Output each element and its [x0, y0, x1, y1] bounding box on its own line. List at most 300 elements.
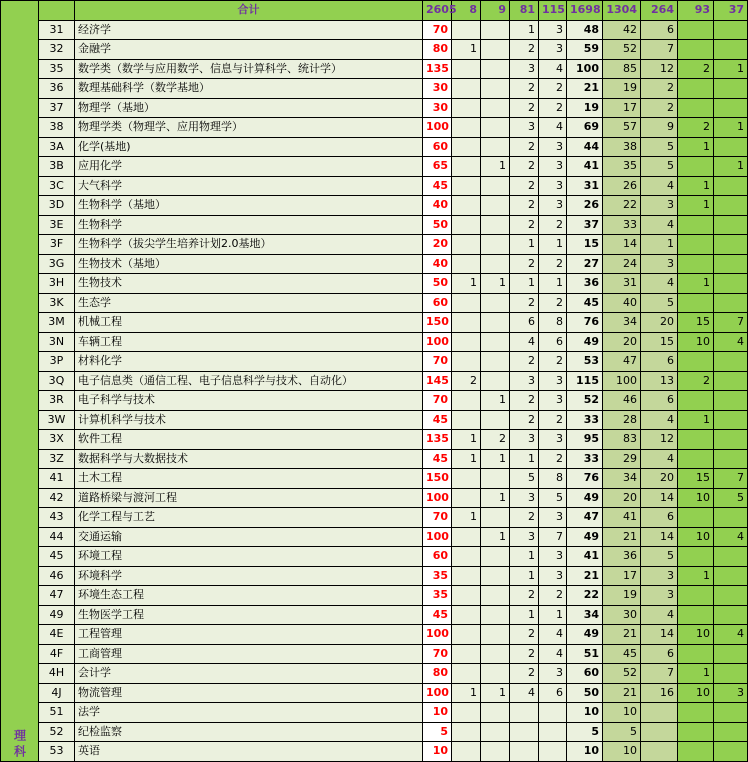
count-cell: 2: [539, 79, 567, 99]
count-cell: 47: [603, 352, 641, 372]
count-cell: [481, 371, 510, 391]
count-cell: [452, 352, 481, 372]
count-cell: [452, 625, 481, 645]
count-cell: 3: [539, 40, 567, 60]
count-cell: 6: [641, 508, 678, 528]
major-code: 51: [39, 703, 75, 723]
header-col: 8: [452, 1, 481, 21]
table-row: [1, 410, 748, 430]
count-cell: 6: [641, 391, 678, 411]
count-cell: 15: [678, 313, 714, 333]
plan-total: 70: [423, 20, 452, 40]
count-cell: 4: [641, 605, 678, 625]
count-cell: [481, 118, 510, 138]
count-cell: 6: [641, 352, 678, 372]
subtotal-cell: 115: [567, 371, 603, 391]
count-cell: [481, 508, 510, 528]
count-cell: 14: [641, 625, 678, 645]
count-cell: [714, 703, 748, 723]
count-cell: 24: [603, 254, 641, 274]
major-code: 35: [39, 59, 75, 79]
count-cell: 2: [481, 430, 510, 450]
count-cell: [452, 644, 481, 664]
count-cell: [452, 313, 481, 333]
count-cell: [714, 547, 748, 567]
count-cell: 1: [678, 410, 714, 430]
count-cell: 28: [603, 410, 641, 430]
count-cell: [714, 98, 748, 118]
count-cell: [452, 566, 481, 586]
count-cell: [452, 137, 481, 157]
count-cell: [510, 722, 539, 742]
count-cell: 1: [510, 547, 539, 567]
count-cell: 2: [510, 215, 539, 235]
count-cell: 2: [510, 196, 539, 216]
count-cell: 2: [539, 410, 567, 430]
count-cell: [678, 508, 714, 528]
count-cell: 1: [481, 683, 510, 703]
subtotal-cell: 37: [567, 215, 603, 235]
count-cell: 8: [539, 313, 567, 333]
count-cell: 2: [510, 625, 539, 645]
count-cell: [452, 118, 481, 138]
count-cell: [452, 547, 481, 567]
count-cell: 10: [678, 527, 714, 547]
count-cell: 3: [539, 157, 567, 177]
count-cell: [481, 254, 510, 274]
count-cell: [452, 79, 481, 99]
table-row: [1, 332, 748, 352]
major-name: 生物科学（基地）: [75, 196, 423, 216]
count-cell: 2: [539, 449, 567, 469]
major-name: 物流管理: [75, 683, 423, 703]
count-cell: [641, 703, 678, 723]
count-cell: [714, 449, 748, 469]
count-cell: [481, 215, 510, 235]
count-cell: 3: [641, 196, 678, 216]
count-cell: 10: [678, 332, 714, 352]
count-cell: 9: [641, 118, 678, 138]
count-cell: 3: [539, 664, 567, 684]
count-cell: [481, 547, 510, 567]
plan-total: 40: [423, 254, 452, 274]
count-cell: [481, 40, 510, 60]
count-cell: 2: [510, 508, 539, 528]
header-total: 2605: [423, 1, 452, 21]
count-cell: 3: [539, 176, 567, 196]
major-code: 3X: [39, 430, 75, 450]
count-cell: 26: [603, 176, 641, 196]
major-name: 物理学（基地）: [75, 98, 423, 118]
count-cell: [678, 644, 714, 664]
count-cell: 13: [641, 371, 678, 391]
count-cell: [641, 722, 678, 742]
count-cell: 16: [641, 683, 678, 703]
count-cell: [714, 410, 748, 430]
count-cell: [714, 391, 748, 411]
count-cell: 52: [603, 664, 641, 684]
count-cell: 8: [539, 469, 567, 489]
subtotal-cell: 31: [567, 176, 603, 196]
plan-total: 65: [423, 157, 452, 177]
count-cell: [678, 293, 714, 313]
plan-total: 45: [423, 410, 452, 430]
subtotal-cell: 10: [567, 703, 603, 723]
subtotal-cell: 33: [567, 410, 603, 430]
count-cell: [714, 20, 748, 40]
count-cell: 1: [510, 235, 539, 255]
count-cell: [714, 605, 748, 625]
count-cell: [641, 742, 678, 762]
major-code: 47: [39, 586, 75, 606]
major-name: 纪检监察: [75, 722, 423, 742]
header-col: 1304: [603, 1, 641, 21]
plan-total: 100: [423, 527, 452, 547]
count-cell: [481, 703, 510, 723]
count-cell: [481, 137, 510, 157]
count-cell: [678, 547, 714, 567]
count-cell: [510, 703, 539, 723]
count-cell: 5: [714, 488, 748, 508]
subtotal-cell: 76: [567, 469, 603, 489]
count-cell: [678, 742, 714, 762]
count-cell: 4: [510, 332, 539, 352]
count-cell: [714, 566, 748, 586]
count-cell: 6: [641, 20, 678, 40]
major-code: 32: [39, 40, 75, 60]
plan-total: 100: [423, 683, 452, 703]
major-code: 3Z: [39, 449, 75, 469]
plan-total: 100: [423, 488, 452, 508]
plan-total: 70: [423, 352, 452, 372]
count-cell: [452, 20, 481, 40]
plan-total: 35: [423, 566, 452, 586]
count-cell: [714, 196, 748, 216]
count-cell: [678, 586, 714, 606]
table-row: [1, 98, 748, 118]
table-row: [1, 137, 748, 157]
table-row: [1, 313, 748, 333]
count-cell: 3: [539, 566, 567, 586]
major-code: 3N: [39, 332, 75, 352]
major-code: 49: [39, 605, 75, 625]
table-row: [1, 664, 748, 684]
count-cell: 5: [641, 137, 678, 157]
table-row: [1, 40, 748, 60]
major-name: 土木工程: [75, 469, 423, 489]
count-cell: 7: [641, 40, 678, 60]
count-cell: [714, 40, 748, 60]
subtotal-cell: 51: [567, 644, 603, 664]
major-name: 生物科学: [75, 215, 423, 235]
count-cell: 1: [510, 566, 539, 586]
count-cell: [481, 20, 510, 40]
major-name: 生物技术: [75, 274, 423, 294]
count-cell: 2: [510, 157, 539, 177]
count-cell: 2: [539, 98, 567, 118]
count-cell: 10: [603, 703, 641, 723]
major-code: 3G: [39, 254, 75, 274]
subtotal-cell: 22: [567, 586, 603, 606]
major-name: 生物技术（基地）: [75, 254, 423, 274]
count-cell: 1: [714, 157, 748, 177]
count-cell: [452, 98, 481, 118]
count-cell: 42: [603, 20, 641, 40]
header-col: 9: [481, 1, 510, 21]
count-cell: 1: [510, 20, 539, 40]
count-cell: 10: [603, 742, 641, 762]
count-cell: 5: [641, 293, 678, 313]
header-label: 合计: [75, 1, 423, 21]
plan-total: 30: [423, 79, 452, 99]
count-cell: [539, 722, 567, 742]
count-cell: [678, 703, 714, 723]
plan-total: 135: [423, 430, 452, 450]
table-row: [1, 254, 748, 274]
count-cell: [678, 430, 714, 450]
category-cell: 理科: [1, 1, 39, 762]
count-cell: 3: [539, 20, 567, 40]
major-code: 44: [39, 527, 75, 547]
plan-total: 50: [423, 215, 452, 235]
count-cell: [452, 488, 481, 508]
header-col: 81: [510, 1, 539, 21]
count-cell: [678, 391, 714, 411]
count-cell: 3: [539, 371, 567, 391]
count-cell: [714, 664, 748, 684]
count-cell: 3: [510, 59, 539, 79]
table-row: [1, 118, 748, 138]
subtotal-cell: 36: [567, 274, 603, 294]
major-code: 3A: [39, 137, 75, 157]
subtotal-cell: 21: [567, 566, 603, 586]
count-cell: 2: [510, 586, 539, 606]
major-name: 材料化学: [75, 352, 423, 372]
table-row: [1, 742, 748, 762]
plan-total: 100: [423, 332, 452, 352]
count-cell: 5: [539, 488, 567, 508]
count-cell: 1: [678, 137, 714, 157]
count-cell: 34: [603, 313, 641, 333]
major-code: 4H: [39, 664, 75, 684]
count-cell: 57: [603, 118, 641, 138]
count-cell: 10: [678, 683, 714, 703]
header-row: [1, 1, 748, 21]
count-cell: 1: [481, 488, 510, 508]
count-cell: 1: [539, 235, 567, 255]
count-cell: 2: [539, 254, 567, 274]
count-cell: [481, 59, 510, 79]
count-cell: [678, 40, 714, 60]
count-cell: 2: [510, 98, 539, 118]
count-cell: [510, 742, 539, 762]
count-cell: 6: [641, 644, 678, 664]
plan-total: 45: [423, 176, 452, 196]
major-name: 计算机科学与技术: [75, 410, 423, 430]
plan-total: 80: [423, 40, 452, 60]
major-name: 物理学类（物理学、应用物理学）: [75, 118, 423, 138]
count-cell: 1: [714, 118, 748, 138]
count-cell: 10: [678, 488, 714, 508]
count-cell: 2: [641, 79, 678, 99]
count-cell: 2: [641, 98, 678, 118]
count-cell: [481, 410, 510, 430]
count-cell: [452, 196, 481, 216]
plan-total: 20: [423, 235, 452, 255]
count-cell: [481, 293, 510, 313]
plan-total: 145: [423, 371, 452, 391]
count-cell: 2: [510, 79, 539, 99]
count-cell: [452, 742, 481, 762]
count-cell: 1: [678, 664, 714, 684]
count-cell: 2: [539, 586, 567, 606]
count-cell: 46: [603, 391, 641, 411]
table-row: [1, 449, 748, 469]
count-cell: 1: [452, 508, 481, 528]
count-cell: 1: [678, 196, 714, 216]
count-cell: 3: [539, 508, 567, 528]
count-cell: 34: [603, 469, 641, 489]
plan-total: 80: [423, 664, 452, 684]
count-cell: 21: [603, 683, 641, 703]
count-cell: [452, 391, 481, 411]
count-cell: 3: [641, 566, 678, 586]
plan-total: 45: [423, 449, 452, 469]
major-code: 3C: [39, 176, 75, 196]
count-cell: 14: [641, 488, 678, 508]
count-cell: [452, 254, 481, 274]
major-name: 生物医学工程: [75, 605, 423, 625]
count-cell: [714, 274, 748, 294]
count-cell: 2: [539, 215, 567, 235]
count-cell: 12: [641, 59, 678, 79]
count-cell: [714, 254, 748, 274]
count-cell: 3: [539, 430, 567, 450]
table-row: [1, 586, 748, 606]
count-cell: 1: [678, 566, 714, 586]
count-cell: 15: [678, 469, 714, 489]
count-cell: 85: [603, 59, 641, 79]
count-cell: 2: [678, 118, 714, 138]
count-cell: [714, 79, 748, 99]
major-code: 45: [39, 547, 75, 567]
major-name: 环境生态工程: [75, 586, 423, 606]
subtotal-cell: 100: [567, 59, 603, 79]
count-cell: [678, 254, 714, 274]
count-cell: 4: [714, 625, 748, 645]
count-cell: 30: [603, 605, 641, 625]
count-cell: 3: [510, 371, 539, 391]
count-cell: [481, 469, 510, 489]
count-cell: 33: [603, 215, 641, 235]
count-cell: [452, 586, 481, 606]
count-cell: 12: [641, 430, 678, 450]
subtotal-cell: 27: [567, 254, 603, 274]
major-code: 4E: [39, 625, 75, 645]
count-cell: [714, 352, 748, 372]
table-row: [1, 196, 748, 216]
major-name: 化学工程与工艺: [75, 508, 423, 528]
plan-total: 5: [423, 722, 452, 742]
count-cell: 4: [641, 410, 678, 430]
table-row: [1, 274, 748, 294]
subtotal-cell: 41: [567, 157, 603, 177]
count-cell: 3: [539, 391, 567, 411]
count-cell: [714, 215, 748, 235]
count-cell: [452, 59, 481, 79]
count-cell: 17: [603, 98, 641, 118]
major-code: 3F: [39, 235, 75, 255]
major-name: 电子信息类（通信工程、电子信息科学与技术、自动化）: [75, 371, 423, 391]
table-row: [1, 703, 748, 723]
count-cell: [452, 527, 481, 547]
count-cell: [678, 215, 714, 235]
count-cell: 41: [603, 508, 641, 528]
count-cell: 21: [603, 625, 641, 645]
count-cell: [481, 196, 510, 216]
count-cell: 1: [510, 605, 539, 625]
plan-total: 100: [423, 118, 452, 138]
table-row: [1, 59, 748, 79]
count-cell: [678, 352, 714, 372]
count-cell: 7: [714, 469, 748, 489]
table-row: [1, 430, 748, 450]
plan-total: 100: [423, 625, 452, 645]
table-row: [1, 293, 748, 313]
subtotal-cell: 21: [567, 79, 603, 99]
count-cell: 6: [539, 683, 567, 703]
subtotal-cell: 26: [567, 196, 603, 216]
count-cell: 15: [641, 332, 678, 352]
major-code: 46: [39, 566, 75, 586]
count-cell: [678, 98, 714, 118]
major-code: 31: [39, 20, 75, 40]
count-cell: [678, 157, 714, 177]
count-cell: 4: [539, 644, 567, 664]
table-row: [1, 566, 748, 586]
count-cell: 3: [641, 586, 678, 606]
count-cell: [481, 566, 510, 586]
count-cell: [452, 293, 481, 313]
count-cell: 1: [510, 449, 539, 469]
major-code: 3W: [39, 410, 75, 430]
count-cell: [452, 235, 481, 255]
count-cell: [714, 586, 748, 606]
major-code: 4F: [39, 644, 75, 664]
major-name: 机械工程: [75, 313, 423, 333]
plan-total: 10: [423, 703, 452, 723]
count-cell: 20: [641, 469, 678, 489]
table-row: [1, 235, 748, 255]
subtotal-cell: 49: [567, 332, 603, 352]
count-cell: 2: [510, 293, 539, 313]
major-name: 生物科学（拔尖学生培养计划2.0基地）: [75, 235, 423, 255]
count-cell: [452, 410, 481, 430]
count-cell: 4: [641, 274, 678, 294]
major-code: 3K: [39, 293, 75, 313]
count-cell: 1: [678, 176, 714, 196]
count-cell: [452, 332, 481, 352]
plan-total: 45: [423, 605, 452, 625]
count-cell: 1: [481, 157, 510, 177]
count-cell: [714, 742, 748, 762]
count-cell: 1: [481, 449, 510, 469]
subtotal-cell: 33: [567, 449, 603, 469]
subtotal-cell: 45: [567, 293, 603, 313]
count-cell: 100: [603, 371, 641, 391]
count-cell: [714, 508, 748, 528]
count-cell: 7: [714, 313, 748, 333]
